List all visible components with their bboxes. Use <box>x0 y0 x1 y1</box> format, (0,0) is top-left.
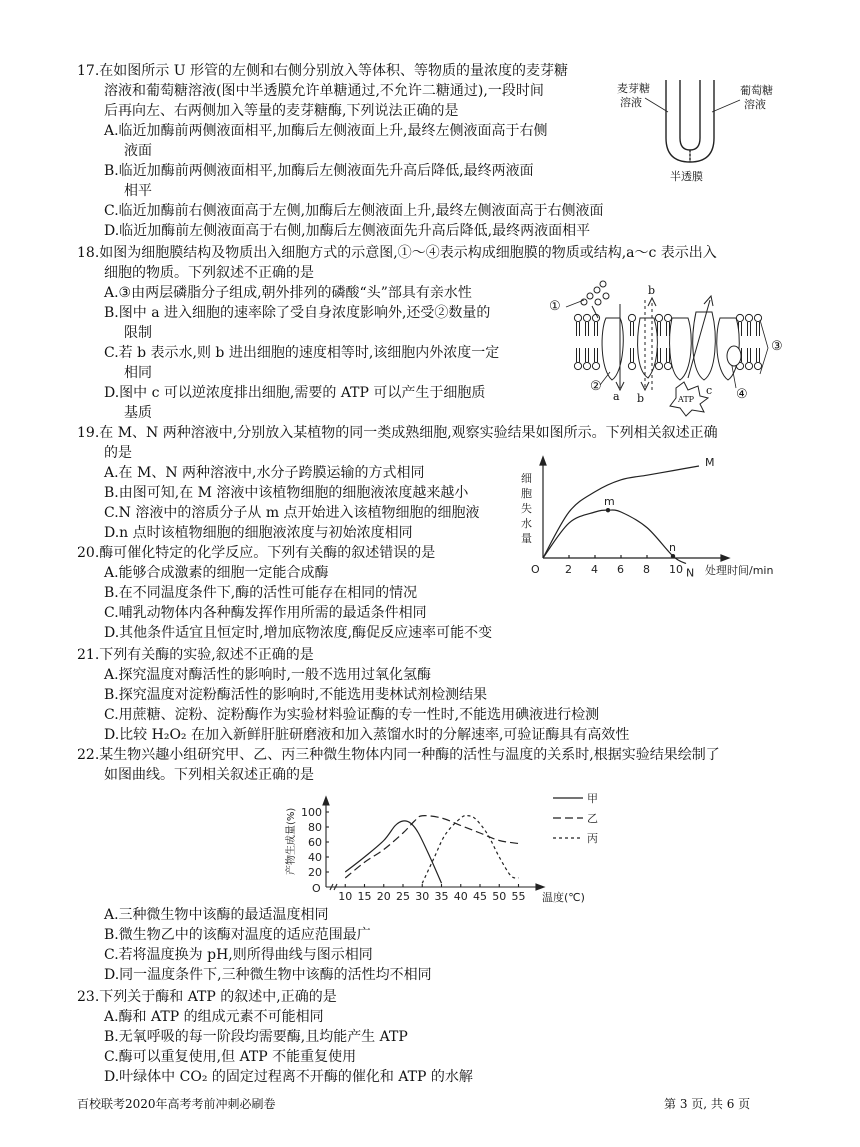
q17-line: 后再向左、右两侧加入等量的麦芽糖酶,下列说法正确的是 <box>104 103 459 119</box>
q20-line: 20.酶可催化特定的化学反应。下列有关酶的叙述错误的是 <box>77 545 436 561</box>
q23-line: 23.下列关于酶和 ATP 的叙述中,正确的是 <box>77 989 337 1005</box>
y-axis-label-char: 量 <box>521 532 532 545</box>
x-tick-label: 10 <box>338 890 353 903</box>
label-a: a <box>613 390 620 403</box>
series-line-甲 <box>345 821 441 883</box>
x-axis-label: 处理时间/min <box>705 564 774 577</box>
series-label-M: M <box>705 456 715 469</box>
q21-option-d: D.比较 H₂O₂ 在加入新鲜肝脏研磨液和加入蒸馏水时的分解速率,可验证酶具有高效性 <box>104 727 630 743</box>
label-2: ② <box>590 379 602 394</box>
label-membrane: 半透膜 <box>670 170 703 183</box>
q17-option-b-cont: 相平 <box>124 183 152 199</box>
footer-title: 百校联考2020年高考考前冲刺必刷卷 <box>77 1097 276 1111</box>
point-label-m: m <box>604 495 615 509</box>
q18-option-a: A.③由两层磷脂分子组成,朝外排列的磷酸“头”部具有亲水性 <box>104 285 472 301</box>
q18-option-b: B.图中 a 进入细胞的速率除了受自身浓度影响外,还受②数量的 <box>104 305 491 321</box>
q18-option-d: D.图中 c 可以逆浓度排出细胞,需要的 ATP 可以产生于细胞质 <box>104 385 486 401</box>
legend-label-甲: 甲 <box>587 792 598 805</box>
x-axis-arrow <box>536 884 544 890</box>
x-tick-label: 30 <box>415 890 430 903</box>
label-maltose-solution: 溶液 <box>620 96 642 109</box>
q22-option-b: B.微生物乙中的该酶对温度的适应范围最广 <box>104 927 371 943</box>
series-line-乙 <box>345 816 518 878</box>
q20-option-c: C.哺乳动物体内各种酶发挥作用所需的最适条件相同 <box>104 605 427 621</box>
label-glucose-solution: 溶液 <box>744 98 766 111</box>
legend-label-丙: 丙 <box>587 832 598 845</box>
q18-option-d-cont: 基质 <box>124 405 152 421</box>
q17-option-a-cont: 液面 <box>124 143 152 159</box>
origin-label: O <box>312 882 321 895</box>
x-tick-label: 15 <box>357 890 372 903</box>
q23-option-a: A.酶和 ATP 的组成元素不可能相同 <box>104 1009 324 1025</box>
q20-option-b: B.在不同温度条件下,酶的活性可能存在相同的情况 <box>104 585 418 601</box>
q17-option-b: B.临近加酶前两侧液面相平,加酶后左侧液面先升高后降低,最终两液面 <box>104 163 534 179</box>
y-axis-label-char: 胞 <box>521 487 532 500</box>
label-b-bottom: b <box>637 392 645 405</box>
x-tick-label: 35 <box>434 890 449 903</box>
q23-option-c: C.酶可以重复使用,但 ATP 不能重复使用 <box>104 1049 357 1065</box>
y-axis-label-char: 失 <box>521 502 532 515</box>
q23-option-b: B.无氧呼吸的每一阶段均需要酶,且均能产生 ATP <box>104 1029 408 1045</box>
y-tick-label: 20 <box>308 866 322 879</box>
q19-option-a: A.在 M、N 两种溶液中,水分子跨膜运输的方式相同 <box>104 465 425 481</box>
y-tick-label: 60 <box>308 836 322 849</box>
x-tick-label: 10 <box>669 563 683 576</box>
q17-option-d: D.临近加酶前左侧液面高于右侧,加酶后左侧液面先升高后降低,最终两液面相平 <box>104 223 591 239</box>
q22-line: 如图曲线。下列相关叙述正确的是 <box>104 767 314 783</box>
x-tick-label: 40 <box>453 890 468 903</box>
x-tick-label: 25 <box>396 890 410 903</box>
q22-option-d: D.同一温度条件下,三种微生物中该酶的活性均不相同 <box>104 967 432 983</box>
x-axis-label: 温度(℃) <box>542 891 585 904</box>
y-axis-label-char: 细 <box>521 472 532 485</box>
x-tick-label: 20 <box>376 890 391 903</box>
x-tick-label: 4 <box>591 563 598 576</box>
label-glucose: 葡萄糖 <box>740 84 773 97</box>
q21-option-c: C.用蔗糖、淀粉、淀粉酶作为实验材料验证酶的专一性时,不能选用碘液进行检测 <box>104 707 600 723</box>
y-tick-label: 80 <box>308 821 322 834</box>
q18-option-c-cont: 相同 <box>124 365 152 381</box>
q23-option-d: D.叶绿体中 CO₂ 的固定过程离不开酶的催化和 ATP 的水解 <box>104 1069 473 1085</box>
legend-label-乙: 乙 <box>587 812 598 825</box>
x-tick-label: 50 <box>492 890 507 903</box>
x-tick-label: 2 <box>565 563 572 576</box>
q19-option-c: C.N 溶液中的溶质分子从 m 点开始进入该植物细胞的细胞液 <box>104 505 480 521</box>
q21-option-a: A.探究温度对酶活性的影响时,一般不选用过氧化氢酶 <box>104 667 432 683</box>
q21-option-b: B.探究温度对淀粉酶活性的影响时,不能选用斐林试剂检测结果 <box>104 687 488 703</box>
q19-line: 的是 <box>104 445 132 461</box>
label-atp: ATP <box>678 395 695 404</box>
q20-option-d: D.其他条件适宜且恒定时,增加底物浓度,酶促反应速率可能不变 <box>104 625 493 641</box>
q19-option-d: D.n 点时该植物细胞的细胞液浓度与初始浓度相同 <box>104 525 413 541</box>
q18-option-b-cont: 限制 <box>124 325 152 341</box>
y-axis-label-char: 水 <box>521 517 532 530</box>
y-tick-label: 40 <box>308 851 322 864</box>
q17-option-c: C.临近加酶前右侧液面高于左侧,加酶后左侧液面上升,最终左侧液面高于右侧液面 <box>104 203 604 219</box>
q20-option-a: A.能够合成激素的细胞一定能合成酶 <box>104 565 329 581</box>
point-label-n: n <box>669 541 676 555</box>
x-tick-label: 8 <box>643 563 650 576</box>
label-3: ③ <box>771 339 783 354</box>
label-b-top: b <box>648 284 656 297</box>
q17-line: 溶液和葡萄糖溶液(图中半透膜允许单糖通过,不允许二糖通过),一段时间 <box>104 83 544 99</box>
x-tick-label: 45 <box>473 890 487 903</box>
q19-option-b: B.由图可知,在 M 溶液中该植物细胞的细胞液浓度越来越小 <box>104 485 469 501</box>
q18-line: 18.如图为细胞膜结构及物质出入细胞方式的示意图,①～④表示构成细胞膜的物质或结构,a～c 表示出入 <box>77 245 717 261</box>
q17-line: 17.在如图所示 U 形管的左侧和右侧分别放入等体积、等物质的量浓度的麦芽糖 <box>77 63 568 79</box>
q21-line: 21.下列有关酶的实验,叙述不正确的是 <box>77 647 314 663</box>
q22-line: 22.某生物兴趣小组研究甲、乙、丙三种微生物体内同一种酶的活性与温度的关系时,根据实验结果绘制了 <box>77 747 720 763</box>
x-tick-label: 6 <box>617 563 624 576</box>
label-maltose: 麦芽糖 <box>617 82 650 95</box>
x-tick-label: 55 <box>511 890 526 903</box>
label-4: ④ <box>736 387 748 402</box>
page-number: 第 3 页, 共 6 页 <box>664 1097 751 1111</box>
q18-line: 细胞的物质。下列叙述不正确的是 <box>104 265 314 281</box>
q22-option-a: A.三种微生物中该酶的最适温度相同 <box>104 907 329 923</box>
x-tick-label: O <box>531 563 540 576</box>
q17-option-a: A.临近加酶前两侧液面相平,加酶后左侧液面上升,最终左侧液面高于右侧 <box>104 123 548 139</box>
q19-line: 19.在 M、N 两种溶液中,分别放入某植物的同一类成熟细胞,观察实验结果如图所示。下列相关叙述正确 <box>77 425 718 441</box>
q22-option-c: C.若将温度换为 pH,则所得曲线与图示相同 <box>104 947 373 963</box>
y-tick-label: 100 <box>301 806 322 819</box>
q18-option-c: C.若 b 表示水,则 b 进出细胞的速度相等时,该细胞内外浓度一定 <box>104 345 500 361</box>
label-1: ① <box>549 299 561 314</box>
y-axis-label: 产物生成量(%) <box>286 807 297 875</box>
y-axis-arrow <box>323 797 329 805</box>
series-label-N: N <box>686 566 695 580</box>
label-c: c <box>706 384 713 397</box>
